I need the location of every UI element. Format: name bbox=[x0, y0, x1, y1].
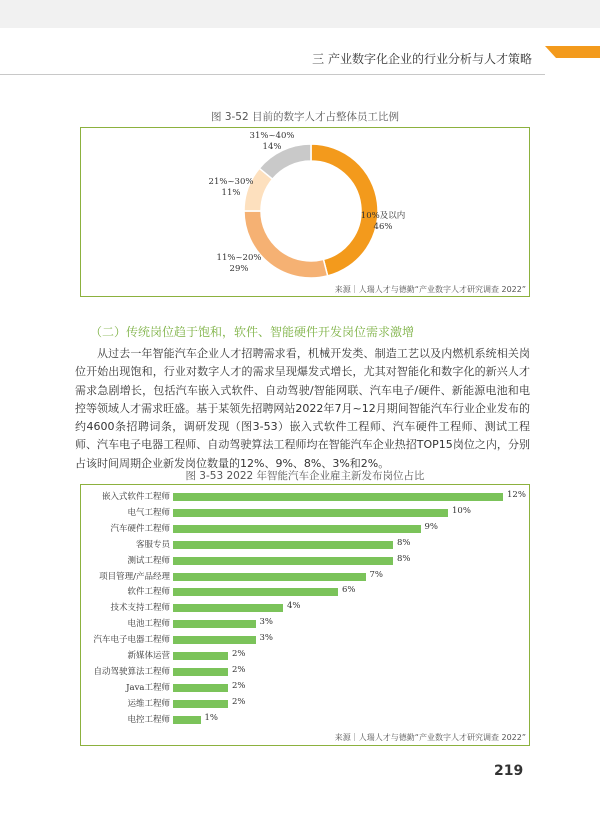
bar-4 bbox=[173, 557, 393, 565]
body-paragraph: 从过去一年智能汽车企业人才招聘需求看，机械开发类、制造工艺以及内燃机系统相关岗位开始出现饱和，行业对数字人才的需求呈现爆发式增长，尤其对智能化和数字化的新兴人才需求急剧增长，包括汽车嵌入式软件、自动驾驶/智能网联、汽车电子/硬件、新能源电池和电控等领域人才需求旺盛。基于某领先招聘网站2022年7月~12月期间智能汽车行业企业发布的约4600条招聘词条，调研发现（图3-53）嵌入式软件工程师、汽车硬件工程师、测试工程师、汽车电子电器工程师、自动驾驶算法工程师均在智能汽车企业热招TOP15岗位之内，分别占该时间周期企业新发岗位数量的12%、9%、8%、3%和2%。 bbox=[75, 347, 530, 470]
figure2-source: 来源｜人瑞人才与德勤“产业数字人才研究调查 2022” bbox=[334, 733, 526, 742]
bar-value-1: 10% bbox=[452, 505, 471, 516]
header-accent-tab bbox=[545, 46, 600, 58]
bar-label-2: 汽车硬件工程师 bbox=[110, 523, 170, 534]
bar-value-8: 3% bbox=[259, 617, 273, 628]
bar-label-1: 电气工程师 bbox=[127, 507, 170, 518]
bar-value-6: 6% bbox=[342, 585, 356, 596]
bar-label-0: 嵌入式软件工程师 bbox=[101, 492, 170, 502]
figure1-source: 来源｜人瑞人才与德勤“产业数字人才研究调查 2022” bbox=[334, 285, 526, 294]
bar-label-11: 自动驾驶算法工程师 bbox=[93, 666, 170, 677]
bar-chart bbox=[81, 485, 529, 745]
figure2-caption: 图 3-53 2022 年智能汽车企业雇主新发布岗位占比 bbox=[185, 470, 425, 482]
donut-label-10: 10%及以内 46% bbox=[360, 211, 406, 232]
donut-label-21-30: 21%~30% 11% bbox=[208, 177, 254, 198]
bar-7 bbox=[173, 604, 283, 612]
bar-value-10: 2% bbox=[232, 649, 246, 659]
bar-label-8: 电池工程师 bbox=[127, 619, 170, 630]
bar-8 bbox=[173, 620, 256, 628]
donut-slice-0 bbox=[311, 144, 378, 276]
bar-value-9: 3% bbox=[259, 633, 273, 644]
bar-9 bbox=[173, 636, 256, 644]
bar-10 bbox=[173, 652, 228, 660]
figure1-frame bbox=[80, 127, 530, 297]
bar-12 bbox=[173, 684, 228, 692]
section-heading: （二）传统岗位趋于饱和，软件、智能硬件开发岗位需求激增 bbox=[90, 325, 415, 339]
bar-value-4: 8% bbox=[397, 553, 411, 564]
bar-11 bbox=[173, 668, 228, 676]
bar-3 bbox=[173, 541, 393, 549]
bar-label-12: Java工程师 bbox=[126, 682, 170, 693]
bar-label-6: 软件工程师 bbox=[127, 587, 170, 598]
bar-label-3: 客服专员 bbox=[135, 539, 170, 550]
bar-value-12: 2% bbox=[232, 680, 246, 691]
bar-0 bbox=[173, 493, 503, 501]
donut-chart bbox=[81, 128, 529, 296]
header-rule bbox=[0, 74, 545, 75]
bar-value-5: 7% bbox=[369, 569, 383, 580]
bar-1 bbox=[173, 509, 448, 517]
bar-13 bbox=[173, 700, 228, 708]
bar-label-10: 新媒体运营 bbox=[127, 651, 170, 661]
running-header: 三 产业数字化企业的行业分析与人才策略 bbox=[312, 52, 532, 66]
bar-label-9: 汽车电子电器工程师 bbox=[93, 635, 170, 646]
bar-label-14: 电控工程师 bbox=[127, 714, 170, 725]
bar-value-13: 2% bbox=[232, 696, 246, 707]
donut-label-11-20: 11%~20% 29% bbox=[216, 253, 262, 274]
bar-value-7: 4% bbox=[287, 601, 301, 612]
bar-6 bbox=[173, 588, 338, 596]
figure2-frame bbox=[80, 484, 530, 746]
bar-value-14: 1% bbox=[204, 712, 218, 723]
bar-value-11: 2% bbox=[232, 664, 246, 675]
figure1-caption: 图 3-52 目前的数字人才占整体员工比例 bbox=[210, 111, 399, 123]
donut-label-31-40: 31%~40% 14% bbox=[249, 131, 295, 152]
bar-value-0: 12% bbox=[507, 490, 526, 500]
bar-value-3: 8% bbox=[397, 537, 411, 548]
page-number: 219 bbox=[494, 763, 524, 779]
bar-14 bbox=[173, 716, 201, 724]
bar-label-7: 技术支持工程师 bbox=[110, 603, 170, 614]
bar-label-13: 运维工程师 bbox=[127, 698, 170, 709]
bar-5 bbox=[173, 573, 366, 581]
header-band bbox=[0, 0, 600, 28]
bar-value-2: 9% bbox=[424, 521, 438, 532]
bar-label-5: 项目管理/产品经理 bbox=[99, 571, 170, 582]
bar-label-4: 测试工程师 bbox=[127, 555, 170, 566]
bar-2 bbox=[173, 525, 421, 533]
